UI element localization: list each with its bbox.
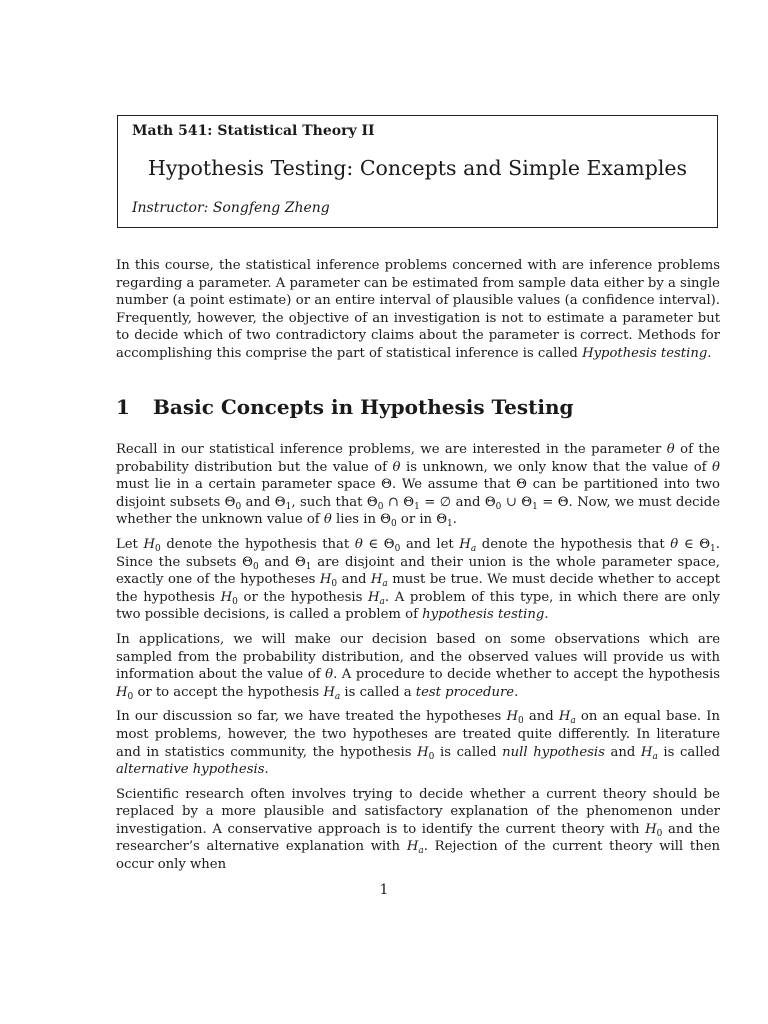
paragraph-4: In our discussion so far, we have treated the hypotheses $H_0$ and $H_a$ on an equal base. In most problems, however, the two hypotheses are treated quite differently. In literature and in statistics community, the hypothesis $H_0$ is called null hypothesis and $H_a$ is called alternative hypothesis. xyxy=(116,709,720,778)
intro-paragraph xyxy=(116,257,720,370)
intro-text: In this course, the statistical inference problems concerned with are inference problems regarding a parameter. A parameter can be estimated from sample data either by a single number (a point estimate) or an entire interval of plausible values (a confidence interval). Frequently, however, the objective of an investigation is not to estimate a parameter but to decide which of two contradictory claims about the parameter is correct. Methods for accomplishing this comprise the part of statistical inference is called xyxy=(116,258,720,361)
section-number: 1 xyxy=(116,395,130,419)
paragraph-2: Let $H_0$ denote the hypothesis that θ ∈ $\Theta_0$ and let $H_a$ denote the hypothesis that θ ∈ $\Theta_1$. Since the subsets $\Theta_0$ and $\Theta_1$ are disjoint and their union is the whole parameter space, exactly one of the hypotheses $H_0$ and $H_a$ must be true. We must decide whether to accept the hypothesis $H_0$ or the hypothesis $H_a$. A problem of this type, in which there are only two possible decisions, is called a problem of hypothesis testing. xyxy=(116,536,721,623)
paragraph-3: In applications, we will make our decision based on some observations which are sampled from the probability distribution, and the observed values will provide us with information about the value of θ. A procedure to decide whether to accept the hypothesis $H_0$ or to accept the hypothesis $H_a$ is called a test procedure. xyxy=(116,631,720,702)
section-body xyxy=(116,441,720,881)
section-title-text: Basic Concepts in Hypothesis Testing xyxy=(153,395,574,419)
document-title: Hypothesis Testing: Concepts and Simple Examples xyxy=(147,156,688,180)
page-number: 1 xyxy=(379,882,389,898)
paragraph-5: Scientific research often involves trying to decide whether a current theory should be replaced by a more plausible and satisfactory explanation of the phenomenon under investigation. A conservative approach is to identify the current theory with $H_0$ and the researcher’s alternative explanation with $H_a$. Rejection of the current theory will then occur only when xyxy=(116,786,721,873)
course-name: Math 541: Statistical Theory II xyxy=(132,123,375,139)
intro-end: . xyxy=(707,345,712,361)
section-heading xyxy=(116,395,573,419)
paragraph-1: Recall in our statistical inference problems, we are interested in the parameter θ of the probability distribution but the value of θ is unknown, we only know that the value of θ must lie in a certain parameter space Θ. We assume that Θ can be partitioned into two disjoint subsets $\Theta_0$ and $\Theta_1$, such that $\Theta_0$ ∩ $\Theta_1$ = ∅ and $\Theta_0$ ∪ $\Theta_1 = \Theta$. Now, we must decide whether the unknown value of θ lies in $\Theta_0$ or in $\Theta_1$. xyxy=(116,442,720,530)
instructor-name: Instructor: Songfeng Zheng xyxy=(132,200,330,216)
intro-emphasis: Hypothesis testing xyxy=(582,345,708,361)
title-box xyxy=(117,115,718,228)
